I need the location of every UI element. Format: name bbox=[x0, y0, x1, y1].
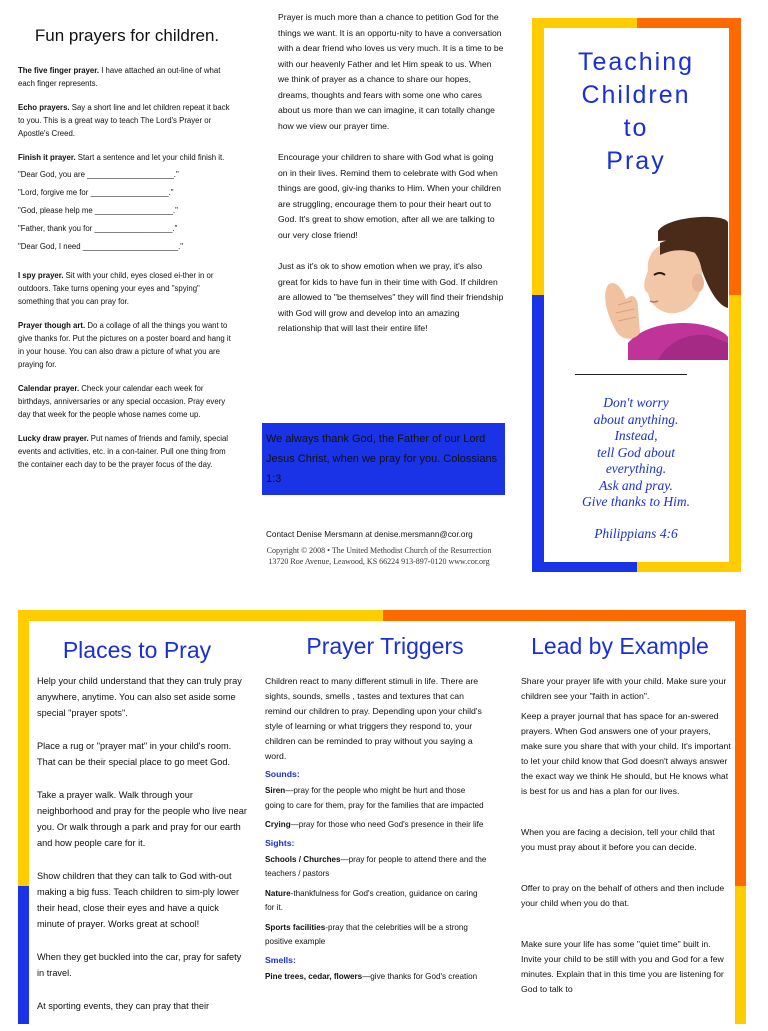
frame-bar-right-orange bbox=[735, 610, 746, 886]
frame-bar-top-orange bbox=[383, 610, 746, 621]
sports-trigger: Sports facilities-pray that the celebrities will be a strong positive example bbox=[265, 922, 468, 946]
intro-paragraph: Prayer is much more than a chance to petition God for the things we want. It is an opportu-nity to have a conversation with a dear friend who loves us very much. It is a time to be with our heavenly Father and let Him speak to us. When we think of prayer as a chance to share our hopes, dreams, thoughts and fears with some one who cares about us more than we can imagine, it can totally change how we view our prayer time. bbox=[278, 12, 504, 131]
schools-trigger: Schools / Churches—pray for people to attend there and the teachers / pastors bbox=[265, 854, 487, 878]
example-column bbox=[521, 674, 731, 1002]
praying-child-photo bbox=[588, 213, 728, 360]
places-paragraph: Place a rug or "prayer mat" in your child's room. That can be their special place to go meet God. bbox=[37, 741, 232, 767]
nature-trigger: Nature-thankfulness for God's creation, guidance on caring for it. bbox=[265, 888, 478, 912]
example-paragraph: When you are facing a decision, tell your child that you must pray about it before you can decide. bbox=[521, 827, 715, 852]
echo-prayers: Echo prayers. Say a short line and let children repeat it back to you. This is a great way to teach The Lord's Prayer or Apostle's Creed. bbox=[18, 103, 230, 138]
places-paragraph: At sporting events, they can pray that their bbox=[37, 1001, 210, 1011]
five-finger-prayer: The five finger prayer. I have attached an out-line of what each finger represents. bbox=[18, 66, 221, 88]
intro-panel bbox=[278, 10, 504, 353]
divider-line bbox=[575, 374, 687, 375]
frame-bar-left-yellow bbox=[532, 18, 544, 295]
frame-bar-left-blue bbox=[532, 295, 544, 572]
prayer-through-art: Prayer though art. Do a collage of all the things you want to give thanks for. Put the pictures on a poster board and hang it in your house. You can also draw a picture of what you are praying for. bbox=[18, 321, 231, 369]
sounds-label: Sounds: bbox=[265, 769, 300, 779]
address-line: 13720 Roe Avenue, Leawood, KS 66224 913-897-0120 www.cor.org bbox=[268, 557, 490, 566]
sights-label: Sights: bbox=[265, 837, 295, 848]
pine-trigger: Pine trees, cedar, flowers—give thanks for God's creation bbox=[265, 971, 478, 981]
frame-bar-right-yellow bbox=[735, 886, 746, 1024]
i-spy-prayer: I spy prayer. Sit with your child, eyes closed ei-ther in or outdoors. Take turns opening your eyes and "spying" something that you can pray for. bbox=[18, 271, 214, 306]
places-heading: Places to Pray bbox=[62, 637, 212, 663]
fill-line: "Lord, forgive me for __________________." bbox=[18, 188, 174, 197]
places-column bbox=[37, 673, 247, 1031]
example-heading: Lead by Example bbox=[531, 633, 709, 659]
fill-line: "Father, thank you for __________________." bbox=[18, 224, 178, 233]
intro-paragraph: Encourage your children to share with God what is going on in their lives. Remind them to celebrate with God when things are good, giv-ing thanks to Him. When your children are struggling, encourage them to pour their heart out to God. It's great to show emotion, after all we are talking to our very close friend! bbox=[278, 152, 502, 240]
example-paragraph: Offer to pray on the behalf of others and then include your child when you do that. bbox=[521, 883, 725, 908]
frame-bar-top-orange bbox=[637, 18, 741, 28]
example-paragraph: Make sure your life has some "quiet time" built in. Invite your child to be still with you and God for a few minutes. Explain that in this time you are listening for God to talk to bbox=[521, 939, 724, 994]
calendar-prayer: Calendar prayer. Check your calendar each week for birthdays, anniversaries or any special occasion. Pray every day that week for the people whose names come up. bbox=[18, 384, 226, 419]
frame-bar-right-yellow bbox=[729, 295, 741, 572]
crying-trigger: Crying—pray for those who need God's presence in their life bbox=[265, 820, 484, 829]
fun-prayers-panel bbox=[18, 26, 236, 482]
colossians-verse-box: We always thank God, the Father of our Lord Jesus Christ, when we pray for you. Colossians 1:3 bbox=[262, 423, 505, 495]
frame-bar-left-blue bbox=[18, 886, 29, 1024]
cover-title: Teaching Children to Pray bbox=[577, 48, 695, 175]
cover-verse: Don't worry about anything. Instead, tell God about everything. Ask and pray. Give thanks to Him. bbox=[582, 395, 690, 509]
contact-line: Contact Denise Mersmann at denise.mersmann@cor.org bbox=[266, 530, 473, 539]
siren-trigger: Siren—pray for the people who might be hurt and those going to care for them, pray for the families that are impacted bbox=[265, 786, 484, 810]
copyright-line: Copyright © 2008 • The United Methodist Church of the Resurrection bbox=[266, 546, 492, 555]
panel-title: Fun prayers for children. bbox=[34, 26, 220, 45]
places-paragraph: Show children that they can talk to God with-out making a big fuss. Teach children to sim-ply lower their head, close their eyes and have a quick minute of prayer. Works great at school! bbox=[37, 871, 240, 929]
triggers-intro: Children react to many different stimuli in life. There are sights, sounds, smells , tastes and textures that can remind our children to pray. Depending upon your child's style of learning or what triggers they respond to, your children can be reminded to pray without you saying a word. bbox=[265, 676, 482, 761]
copyright-block bbox=[249, 545, 509, 567]
triggers-column bbox=[265, 674, 487, 989]
example-paragraph: Keep a prayer journal that has space for an-swered prayers. When God answers one of your prayers, make sure you share that with your child. It's important to let your child know that God doesn't always answer the exact way we think He should, but He knows what is best for us and has a plan for our lives. bbox=[521, 711, 731, 796]
finish-it-prayer: Finish it prayer. Start a sentence and let your child finish it. bbox=[18, 153, 225, 162]
example-paragraph: Share your prayer life with your child. Make sure your children see your "faith in action". bbox=[521, 676, 727, 701]
fill-line: "God, please help me __________________." bbox=[18, 206, 178, 215]
places-paragraph: When they get buckled into the car, pray for safety in travel. bbox=[37, 952, 242, 978]
intro-paragraph: Just as it's ok to show emotion when we pray, it's also great for kids to have fun in their time with God. If children are allowed to "be themselves" they will find their friendship with God will grow and develop into an amazing relationship that will last their entire life! bbox=[278, 261, 504, 333]
places-paragraph: Help your child understand that they can truly pray anywhere, anytime. You can also set aside some special "prayer spots". bbox=[37, 676, 242, 718]
places-paragraph: Take a prayer walk. Walk through your neighborhood and pray for the people who live near you. Or walk through a park and pray for our earth and how people care for it. bbox=[37, 790, 247, 848]
cover-verse-reference: Philippians 4:6 bbox=[594, 526, 678, 541]
smells-label: Smells: bbox=[265, 954, 296, 965]
triggers-heading: Prayer Triggers bbox=[306, 633, 464, 659]
frame-bar-top-yellow bbox=[532, 18, 637, 28]
frame-bar-right-orange bbox=[729, 18, 741, 295]
frame-bar-left-yellow bbox=[18, 610, 29, 886]
fill-line: "Dear God, I need ______________________." bbox=[18, 242, 184, 251]
lucky-draw-prayer: Lucky draw prayer. Put names of friends and family, special events and activities, etc. in a con-tainer. Pull one thing from the container each day to be the prayer focus of the day. bbox=[18, 434, 229, 469]
frame-bar-top-yellow bbox=[18, 610, 383, 621]
fill-line: "Dear God, you are ____________________." bbox=[18, 170, 179, 179]
frame-bar-bottom-yellow bbox=[637, 562, 741, 572]
frame-bar-bottom-blue bbox=[532, 562, 637, 572]
